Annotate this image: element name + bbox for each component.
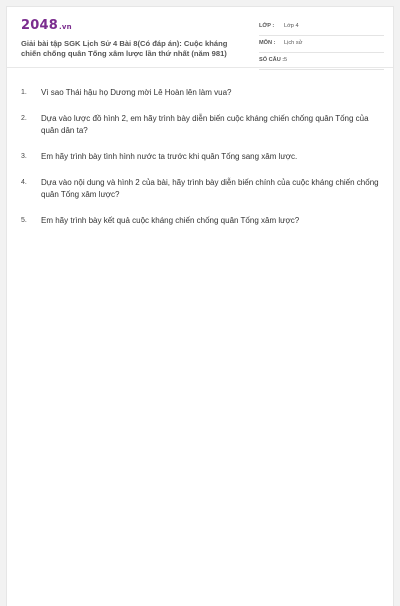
worksheet-header (7, 7, 393, 68)
question-text: Dựa vào lược đồ hình 2, em hãy trình bày diễn biến cuộc kháng chiến chống quân Tống của quân dân ta? (41, 114, 369, 135)
meta-question-count-value: 5 (284, 57, 288, 63)
meta-question-count-label: SỐ CÂU : (259, 57, 285, 63)
logo-text: 2048 (21, 18, 58, 33)
logo-tld: .vn (58, 23, 72, 31)
question-item (21, 177, 381, 201)
worksheet-page (6, 6, 394, 606)
question-number: 1. (21, 89, 27, 96)
question-item (21, 87, 381, 99)
meta-subject (259, 39, 384, 53)
meta-subject-value: Lịch sử (284, 40, 303, 46)
meta-grade (259, 22, 384, 36)
question-number: 2. (21, 115, 27, 122)
question-text: Vì sao Thái hậu họ Dương mời Lê Hoàn lên làm vua? (41, 88, 232, 97)
meta-question-count (259, 56, 384, 70)
question-text: Dựa vào nội dung và hình 2 của bài, hãy trình bày diễn biến chính của cuộc kháng chiến chống quân Tống xâm lược? (41, 178, 379, 199)
question-item (21, 151, 381, 163)
meta-subject-label: MÔN : (259, 40, 276, 46)
worksheet-meta (259, 22, 384, 73)
question-text: Em hãy trình bày tình hình nước ta trước khi quân Tống sang xâm lược. (41, 152, 298, 161)
question-number: 4. (21, 179, 27, 186)
worksheet-title: Giải bài tập SGK Lịch Sử 4 Bài 8(Có đáp án): Cuộc kháng chiến chống quân Tống xâm lược lần thứ nhất (năm 981) (21, 39, 228, 58)
meta-grade-value: Lớp 4 (284, 23, 299, 29)
question-number: 5. (21, 217, 27, 224)
question-list (21, 87, 381, 241)
question-item (21, 215, 381, 227)
question-text: Em hãy trình bày kết quả cuộc kháng chiến chống quân Tống xâm lược? (41, 216, 300, 225)
question-number: 3. (21, 153, 27, 160)
site-logo[interactable] (21, 18, 72, 33)
meta-grade-label: LỚP : (259, 23, 275, 29)
question-item (21, 113, 381, 137)
